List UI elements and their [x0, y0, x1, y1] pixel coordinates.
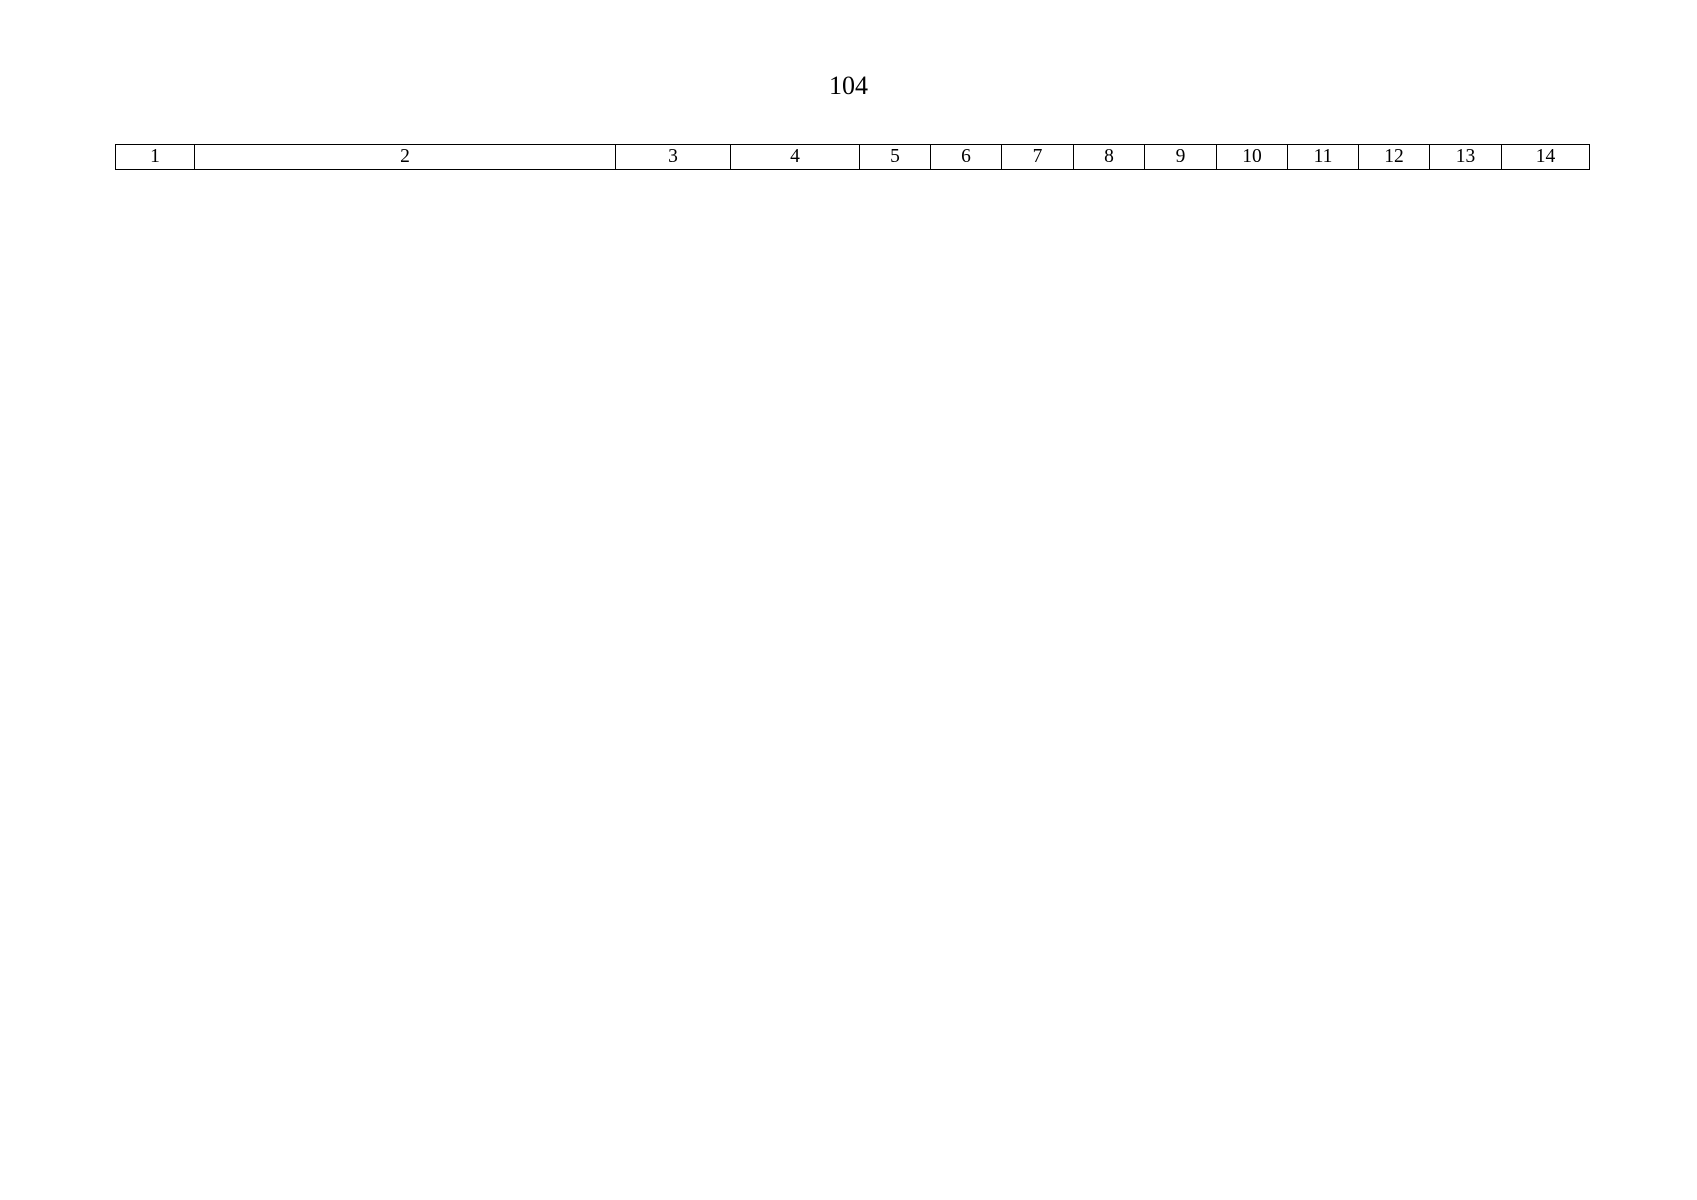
column-header: 3 [616, 145, 731, 170]
registry-table [115, 144, 1590, 170]
column-header: 12 [1359, 145, 1430, 170]
header-row [116, 145, 1590, 170]
page-number: 104 [829, 71, 868, 100]
column-header: 14 [1502, 145, 1590, 170]
column-header: 1 [116, 145, 195, 170]
column-header: 13 [1430, 145, 1502, 170]
column-header: 10 [1217, 145, 1288, 170]
column-header: 7 [1002, 145, 1074, 170]
column-header: 5 [860, 145, 931, 170]
column-header: 9 [1145, 145, 1217, 170]
column-header: 6 [931, 145, 1002, 170]
column-header: 8 [1074, 145, 1145, 170]
column-header: 2 [195, 145, 616, 170]
column-header: 11 [1288, 145, 1359, 170]
column-header: 4 [731, 145, 860, 170]
